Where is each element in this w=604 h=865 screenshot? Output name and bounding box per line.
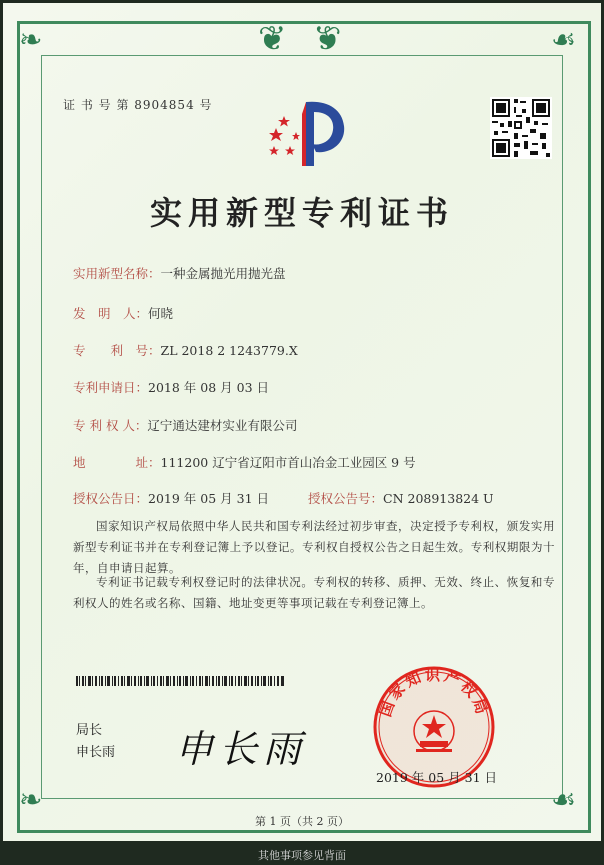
field-value: 2018 年 08 月 03 日 — [148, 380, 270, 395]
field-filing-date — [73, 378, 269, 396]
field-value: CN 208913824 U — [383, 491, 494, 506]
field-value: 2019 年 05 月 31 日 — [148, 491, 270, 506]
field-label: 授权公告号： — [308, 491, 384, 506]
cnipa-logo-icon — [262, 94, 358, 172]
seal-date: 2019 年 05 月 31 日 — [376, 770, 497, 785]
top-ornament-icon: ❦ — [258, 19, 287, 59]
corner-ornament-br-icon: ☙ — [551, 783, 577, 816]
field-patent-number — [73, 341, 298, 359]
certificate-title: 实用新型专利证书 — [149, 194, 454, 232]
field-grant-number — [308, 489, 494, 507]
field-label: 实用新型名称： — [73, 266, 161, 281]
field-label: 专 利 号： — [73, 343, 161, 358]
field-utility-model-name — [73, 264, 286, 282]
paragraph-legal-status: 专利证书记载专利权登记时的法律状况。专利权的转移、质押、无效、终止、恢复和专利权人的姓名或名称、国籍、地址变更等事项记载在专利登记簿上。 — [73, 575, 555, 610]
seal-text: 国家知识产权局 — [376, 665, 492, 720]
corner-ornament-bl-icon: ❧ — [19, 783, 43, 816]
handwritten-signature: 申长雨 — [175, 727, 308, 771]
field-value: ZL 2018 2 1243779.X — [160, 343, 298, 358]
page-number: 第 1 页（共 2 页） — [255, 815, 349, 828]
field-inventor — [73, 304, 173, 322]
director-name-label: 申长雨 — [76, 745, 116, 760]
barcode-icon — [76, 676, 284, 686]
certificate-number: 证 书 号 第 8904854 号 — [63, 98, 213, 112]
field-label: 专 利 权 人： — [73, 418, 148, 433]
corner-ornament-tl-icon: ❧ — [19, 23, 43, 56]
paragraph-decision: 国家知识产权局依照中华人民共和国专利法经过初步审查，决定授予专利权，颁发实用新型专利证书并在专利登记簿上予以登记。专利权自授权公告之日起生效。专利权期限为十年，自申请日起算。 — [73, 519, 555, 575]
director-title-label: 局长 — [76, 723, 103, 738]
corner-ornament-tr-icon: ☙ — [551, 23, 577, 56]
top-ornament-mirror-icon: ❦ — [313, 19, 342, 59]
field-label: 发 明 人： — [73, 306, 149, 321]
field-value: 辽宁通达建材实业有限公司 — [147, 418, 298, 433]
field-grant-date — [73, 489, 269, 507]
field-value: 111200 辽宁省辽阳市首山冶金工业园区 9 号 — [160, 455, 416, 470]
field-value: 一种金属抛光用抛光盘 — [160, 266, 286, 281]
field-address — [73, 453, 416, 471]
field-label: 授权公告日： — [73, 491, 149, 506]
field-patentee — [73, 416, 297, 434]
field-value: 何晓 — [148, 306, 174, 321]
field-label: 专利申请日： — [73, 380, 149, 395]
field-label: 地 址： — [73, 455, 161, 470]
footer-note: 其他事项参见背面 — [258, 849, 346, 862]
qr-code-icon — [490, 97, 552, 159]
